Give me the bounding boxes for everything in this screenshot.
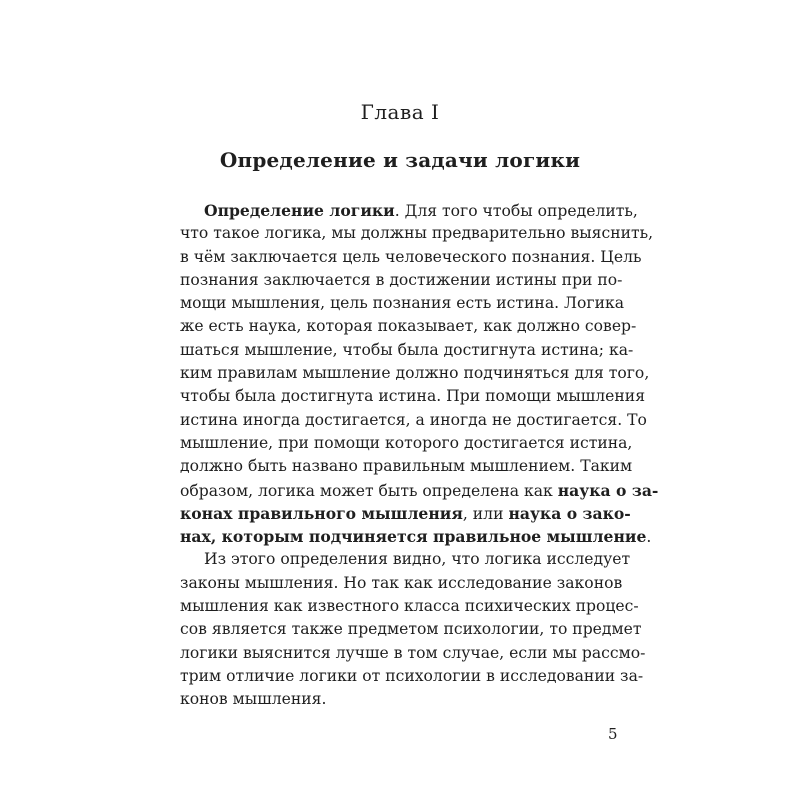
- paragraph-1-line: что такое логика, мы должны предварительно выяснить,: [180, 224, 654, 243]
- paragraph-1-line: ким правилам мышление должно подчиняться для того,: [180, 364, 650, 383]
- term-definition: Определение логики: [204, 201, 395, 220]
- paragraph-1-line: познания заключается в достижении истины при по-: [180, 270, 623, 289]
- chapter-title: Определение и задачи логики: [219, 148, 581, 172]
- paragraph-1-line: чтобы была достигнута истина. При помощи мышления: [180, 387, 646, 406]
- emphasis: конах правильного мышления: [180, 503, 463, 523]
- paragraph-2-line: Из этого определения видно, что логика исследует: [204, 550, 631, 569]
- text-fragment: , или: [462, 504, 509, 523]
- paragraph-1-line: в чём заключается цель человеческого познания. Цель: [180, 247, 642, 266]
- page-number: 5: [608, 725, 618, 743]
- paragraph-1-line: же есть наука, которая показывает, как должно совер-: [180, 317, 637, 336]
- body-text: [180, 199, 659, 712]
- text-fragment: . Для того чтобы определить,: [394, 202, 638, 220]
- paragraph-2-line: законы мышления. Но так как исследование законов: [180, 573, 623, 592]
- text-fragment: образом, логика может быть определена как: [180, 481, 558, 500]
- paragraph-2-line: сов является также предметом психологии, то предмет: [180, 620, 642, 639]
- paragraph-1-line: [180, 479, 659, 502]
- paragraph-1-line: [180, 502, 631, 525]
- paragraph-1-line: [180, 199, 638, 222]
- paragraph-2-line: конов мышления.: [180, 690, 327, 709]
- emphasis: наука о за-: [557, 480, 659, 500]
- text-fragment: .: [646, 528, 652, 547]
- paragraph-2-line: трим отличие логики от психологии в исследовании за-: [180, 666, 644, 685]
- paragraph-2-line: логики выяснится лучше в том случае, если мы рассмо-: [180, 643, 646, 662]
- paragraph-1-line: мощи мышления, цель познания есть истина. Логика: [180, 294, 625, 313]
- chapter-label: Глава I: [360, 100, 440, 124]
- emphasis: нах, которым подчиняется правильное мышление: [180, 527, 647, 547]
- paragraph-1-line: должно быть названо правильным мышлением. Таким: [180, 457, 633, 476]
- paragraph-1-line: мышление, при помощи которого достигается истина,: [180, 433, 633, 452]
- paragraph-1-line: истина иногда достигается, а иногда не достигается. То: [180, 410, 647, 429]
- paragraph-2-line: мышления как известного класса психических процес-: [180, 597, 639, 616]
- paragraph-1-line: [180, 525, 652, 548]
- paragraph-1-line: шаться мышление, чтобы была достигнута истина; ка-: [180, 340, 634, 359]
- emphasis: наука о зако-: [508, 503, 631, 523]
